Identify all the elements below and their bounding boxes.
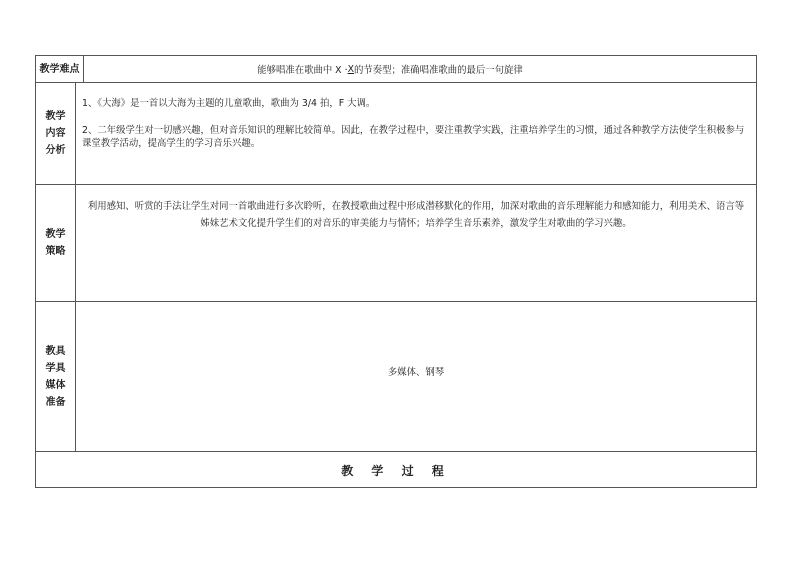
strategy-content bbox=[76, 185, 756, 301]
media-label bbox=[36, 302, 76, 451]
strategy-paragraph: 利用感知、听赏的手法让学生对同一首歌曲进行多次聆听，在教授歌曲过程中形成潜移默化的作用，加深对歌曲的音乐理解能力和感知能力，利用美术、语言等姊妹艺术文化提升学生们的对音乐的审美能力与情怀；培养学生音乐素养，激发学生对歌曲的学习兴趣。 bbox=[87, 201, 745, 229]
media-label-line: 准备 bbox=[45, 396, 66, 408]
content-analysis-paragraph: 1、《大海》是一首以大海为主题的儿童歌曲，歌曲为 3/4 拍，F 大调。 bbox=[82, 98, 376, 109]
difficulty-text-prefix: 能够唱准在歌曲中 X · bbox=[257, 65, 348, 76]
strategy-label-line: 教学 bbox=[45, 229, 66, 240]
content-analysis-content bbox=[76, 83, 756, 184]
difficulty-label-text: 教学难点 bbox=[39, 63, 80, 75]
content-analysis-paragraph: 2、二年级学生对一切感兴趣，但对音乐知识的理解比较简单。因此，在教学过程中，要注重教学实践，注重培养学生的习惯，通过各种教学方法使学生积极参与课堂教学活动，提高学生的学习音乐兴趣。 bbox=[82, 125, 745, 149]
content-analysis-label-line: 分析 bbox=[45, 145, 66, 156]
process-title: 教 学 过 程 bbox=[341, 464, 451, 478]
process-row bbox=[36, 452, 756, 489]
content-analysis-label bbox=[36, 83, 76, 184]
difficulty-text-underlined: X bbox=[347, 63, 355, 75]
content-analysis-label-line: 内容 bbox=[45, 128, 66, 139]
media-content bbox=[76, 302, 756, 451]
difficulty-content bbox=[84, 56, 756, 82]
lesson-plan-table bbox=[35, 55, 757, 488]
media-label-line: 学具 bbox=[45, 362, 66, 374]
media-row bbox=[36, 302, 756, 452]
strategy-label bbox=[36, 185, 76, 301]
strategy-label-line: 策略 bbox=[45, 246, 66, 257]
content-analysis-row bbox=[36, 83, 756, 185]
difficulty-label bbox=[36, 56, 84, 82]
media-text: 多媒体、钢琴 bbox=[387, 366, 445, 378]
media-label-line: 教具 bbox=[45, 345, 66, 357]
difficulty-text-suffix: 的节奏型；准确唱准歌曲的最后一句旋律 bbox=[354, 65, 523, 76]
difficulty-row bbox=[36, 56, 756, 83]
strategy-row bbox=[36, 185, 756, 302]
content-analysis-label-line: 教学 bbox=[45, 111, 66, 122]
media-label-line: 媒体 bbox=[45, 379, 66, 391]
